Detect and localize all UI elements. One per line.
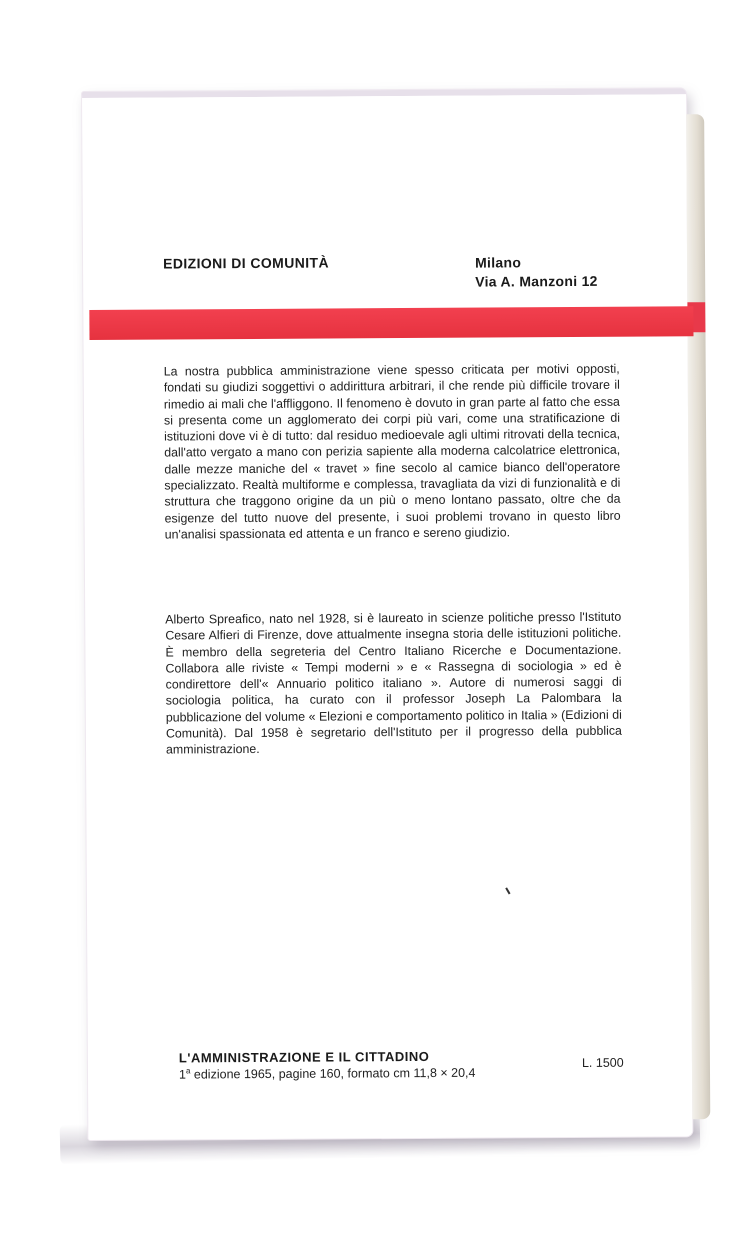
- book-spine: [686, 114, 710, 1119]
- edition-ordinal: a: [185, 1066, 191, 1076]
- edition-details: edizione 1965, pagine 160, formato cm 11,8 × 20,4: [190, 1065, 476, 1082]
- spine-faded-text: [690, 374, 708, 974]
- publisher-name: EDIZIONI DI COMUNITÀ: [163, 254, 329, 272]
- publisher-street: Via A. Manzoni 12: [475, 272, 598, 290]
- stray-mark: [505, 887, 510, 894]
- price: L. 1500: [581, 1055, 624, 1070]
- author-bio-paragraph: Alberto Spreafico, nato nel 1928, si è laureato in scienze politiche presso l'Istituto Cesare Alfieri di Firenze, dove attualmente insegna storia delle istituzioni politiche. È membro della segreteria del Centro Italiano Ricerche e Documentazione. Collabora alle riviste « Tempi moderni » e « Rassegna di sociologia » ed è condirettore dell'« Annuario politico italiano ». Autore di numerosi saggi di sociologia politica, ha curato con il professor Joseph La Palombara la pubblicazione del volume « Elezioni e comportamento politico in Italia » (Edizioni di Comunità). Dal 1958 è segretario dell'Istituto per il progresso della pubblica amministrazione.: [165, 609, 622, 757]
- red-stripe: [89, 306, 693, 340]
- publisher-city: Milano: [475, 254, 522, 271]
- book-back-cover: [82, 88, 692, 1140]
- publisher-address-block: [475, 253, 598, 292]
- blurb-paragraph: La nostra pubblica amministrazione viene spesso criticata per motivi opposti, fondati su giudizi soggettivi o addirittura arbitrari, il che rende più difficile trovare il rimedio ai mali che l'affliggono. Il fenomeno è dovuto in gran parte al fatto che essa si presenta come un agglomerato dei corpi più vari, come una stratificazione di istituzioni dove vi è di tutto: dal residuo medioevale agli ultimi ritrovati della tecnica, dall'atto vergato a mano con perizia sapiente alla moderna calcolatrice elettronica, dalle mezze maniche del « travet » fine secolo al camice bianco dell'operatore specializzato. Realtà multiforme e complessa, travagliata da vizi di funzionalità e di struttura che traggono origine da un più o meno lontano passato, oltre che da esigenze del tutto nuove del presente, i suoi problemi trovano in questo libro un'analisi spassionata ed attenta e un franco e sereno giudizio.: [163, 361, 621, 542]
- edition-info: [179, 1065, 476, 1082]
- book-title: L'AMMINISTRAZIONE E IL CITTADINO: [178, 1048, 430, 1066]
- edition-number: 1: [178, 1067, 186, 1082]
